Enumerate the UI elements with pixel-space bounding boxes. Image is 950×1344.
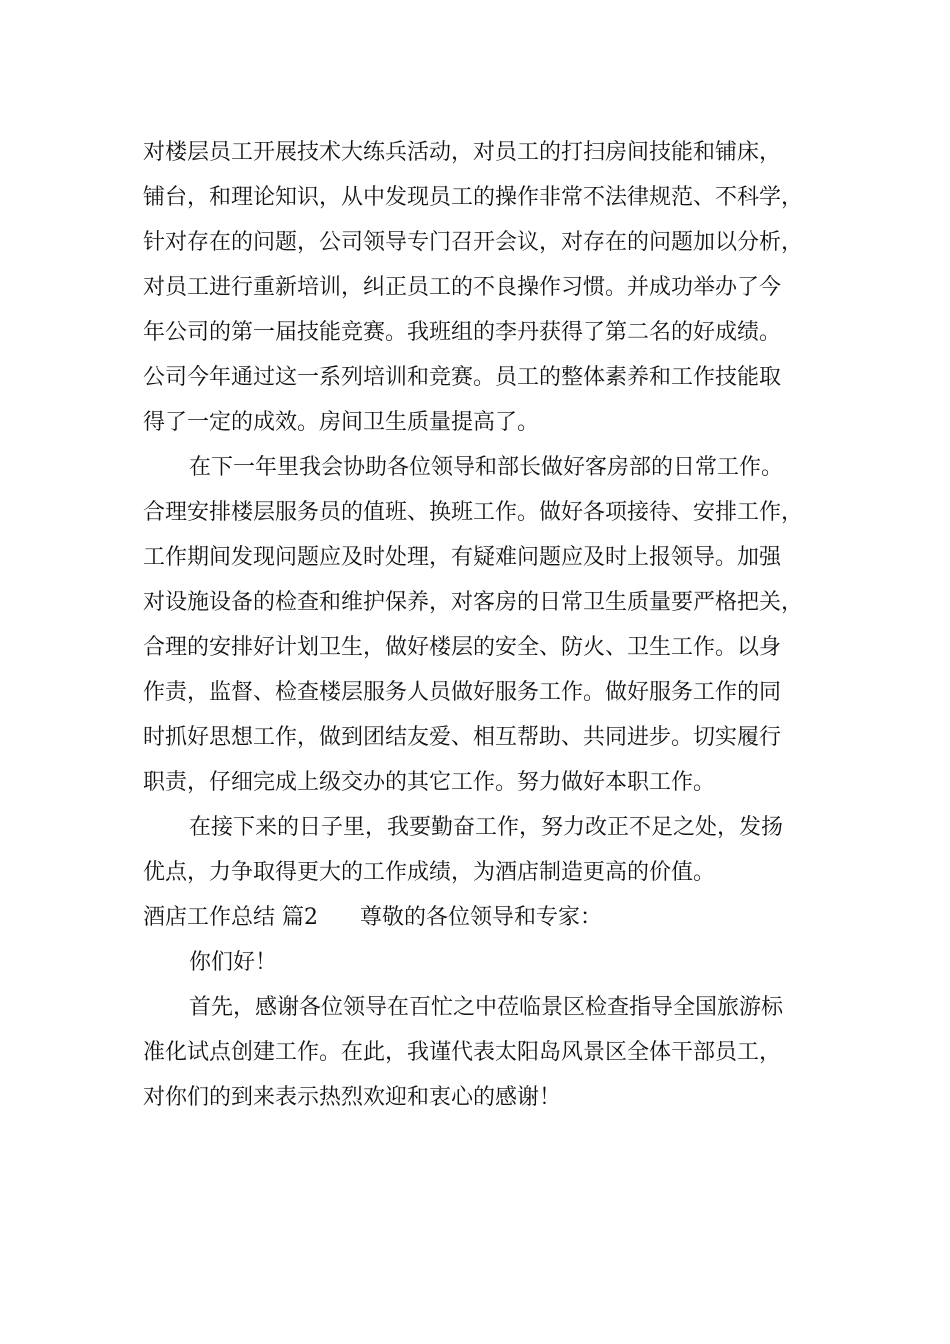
paragraph-line: 铺台，和理论知识，从中发现员工的操作非常不法律规范、不科学， <box>143 185 804 210</box>
paragraph-line: 时抓好思想工作，做到团结友爱、相互帮助、共同进步。切实履行 <box>143 725 782 750</box>
paragraph-line: 对楼层员工开展技术大练兵活动，对员工的打扫房间技能和铺床， <box>143 140 782 165</box>
paragraph-line: 作责，监督、检查楼层服务人员做好服务工作。做好服务工作的同 <box>143 680 782 705</box>
paragraph-line: 对你们的到来表示热烈欢迎和衷心的感谢！ <box>143 1085 562 1110</box>
section-heading-line <box>143 895 823 940</box>
section-heading: 酒店工作总结 篇2 <box>143 905 318 930</box>
document-body <box>143 130 823 1120</box>
salutation: 尊敬的各位领导和专家： <box>360 905 603 930</box>
paragraph-line: 优点，力争取得更大的工作成绩，为酒店制造更高的价值。 <box>143 860 716 885</box>
paragraph-line: 工作期间发现问题应及时处理，有疑难问题应及时上报领导。加强 <box>143 545 782 570</box>
greeting: 你们好！ <box>189 950 278 975</box>
paragraph-line: 公司今年通过这一系列培训和竞赛。员工的整体素养和工作技能取 <box>143 365 782 390</box>
paragraph-line: 在下一年里我会协助各位领导和部长做好客房部的日常工作。 <box>189 455 784 480</box>
paragraph-line: 得了一定的成效。房间卫生质量提高了。 <box>143 410 540 435</box>
paragraph-line: 职责，仔细完成上级交办的其它工作。努力做好本职工作。 <box>143 770 716 795</box>
paragraph-line: 对设施设备的检查和维护保养，对客房的日常卫生质量要严格把关， <box>143 590 804 615</box>
paragraph-line: 合理的安排好计划卫生，做好楼层的安全、防火、卫生工作。以身 <box>143 635 782 660</box>
paragraph-line: 在接下来的日子里，我要勤奋工作，努力改正不足之处，发扬 <box>189 815 784 840</box>
paragraph-line: 针对存在的问题，公司领导专门召开会议，对存在的问题加以分析， <box>143 230 804 255</box>
paragraph-line: 准化试点创建工作。在此，我谨代表太阳岛风景区全体干部员工， <box>143 1040 782 1065</box>
paragraph-line: 合理安排楼层服务员的值班、换班工作。做好各项接待、安排工作， <box>143 500 804 525</box>
paragraph-line: 首先，感谢各位领导在百忙之中莅临景区检查指导全国旅游标 <box>189 995 784 1020</box>
paragraph-line: 年公司的第一届技能竞赛。我班组的李丹获得了第二名的好成绩。 <box>143 320 782 345</box>
paragraph-line: 对员工进行重新培训，纠正员工的不良操作习惯。并成功举办了今 <box>143 275 782 300</box>
